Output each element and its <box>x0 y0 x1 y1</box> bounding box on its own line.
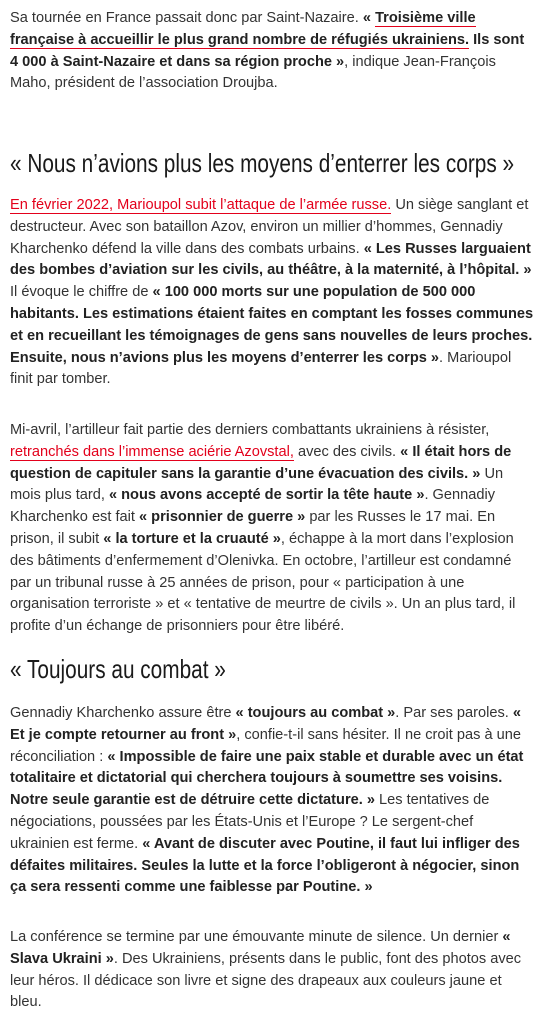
text: Gennadiy Kharchenko assure être <box>10 705 236 721</box>
quote: « la torture et la cruauté » <box>103 530 281 547</box>
quote: « toujours au combat » <box>235 705 396 721</box>
text: Les tentatives de négociations, poussées par les États-Unis et l’Europe ? Le sergent-chef ukrainien est ferme. <box>10 792 490 852</box>
link-azovstal[interactable]: retranchés dans l’immense aciérie Azovstal, <box>10 443 294 460</box>
paragraph-toujours-au-combat <box>10 703 535 899</box>
quote: « nous avons accepté de sortir la tête haute » <box>108 487 425 504</box>
text: Il évoque le chiffre de <box>10 284 153 301</box>
text: La conférence se termine par une émouvante minute de silence. Un dernier <box>10 929 503 945</box>
link-label: Troisième ville française à accueillir le plus grand nombre de réfugiés ukrainiens. <box>10 10 476 48</box>
quote: « Il était hors de question de capituler sans la garantie d’une évacuation des civils. » <box>10 443 512 482</box>
paragraph-saint-nazaire <box>10 8 535 95</box>
text: Un mois plus tard, <box>10 465 504 504</box>
section-heading-enterrer: « Nous n’avions plus les moyens d’enterrer les corps » <box>10 148 515 178</box>
text: Mi-avril, l’artilleur fait partie des derniers combattants ukrainiens à résister, <box>10 422 490 438</box>
text: . Marioupol finit par tomber. <box>10 349 512 388</box>
text: Sa tournée en France passait donc par Saint-Nazaire. <box>10 10 363 26</box>
quote: « prisonnier de guerre » <box>139 509 306 526</box>
text: Un siège sanglant et destructeur. Avec son bataillon Azov, environ un millier d’hommes, Gennadiy Kharchenko défend la ville dans des combats urbains. <box>10 197 529 257</box>
paragraph-azovstal <box>10 420 535 638</box>
quote: « <box>362 10 376 26</box>
text: . Par ses paroles. <box>395 705 513 721</box>
text: . Gennadiy Kharchenko est fait <box>10 487 496 526</box>
text: avec des civils. <box>293 443 401 460</box>
quote: Ils sont 4 000 à Saint-Nazaire et dans sa région proche » <box>10 31 525 70</box>
quote: « Avant de discuter avec Poutine, il faut lui infliger des défaites militaires. Seules la lutte et la force l’obligeront à négocier, sinon ça sera ressenti comme une faiblesse par Poutine. » <box>10 835 520 896</box>
paragraph-conference <box>10 927 535 1014</box>
quote: « Les Russes larguaient des bombes d’aviation sur les civils, au théâtre, à la maternité, à l’hôpital. » <box>10 240 532 279</box>
text: par les Russes le 17 mai. En prison, il subit <box>10 509 496 547</box>
section-heading-combat: « Toujours au combat » <box>10 654 226 684</box>
link-marioupol-attaque[interactable]: En février 2022, Marioupol subit l’attaque de l’armée russe. <box>10 197 392 213</box>
text: , confie-t-il sans hésiter. Il ne croit pas à une réconciliation : <box>10 726 521 765</box>
text: , indique Jean-François Maho, président de l’association Droujba. <box>10 53 496 92</box>
quote: « Slava Ukraini » <box>10 929 511 967</box>
quote: « Impossible de faire une paix stable et durable avec un état totalitaire et dictatorial qui cherchera toujours à soumettre ses voisins. Notre seule garantie est de détruire cette dictature. » <box>10 748 524 809</box>
text: . Des Ukrainiens, présents dans le public, font des photos avec leur héros. Il dédicace son livre et signe des drapeaux aux couleurs jaune et bleu. <box>10 950 522 1011</box>
quote: « 100 000 morts sur une population de 500 000 habitants. Les estimations étaient faites en comptant les fosses communes et en recueillant les témoignages de gens sans nouvelles de leurs proches. Ensuite, nous n’avions plus les moyens d’enterrer les corps » <box>10 284 534 366</box>
text: , échappe à la mort dans l’explosion des bâtiments d’enfermement d’Olenivka. En octobre, l’artilleur est condamné par un tribunal russe à 25 années de prison, pour « participation à une organisation terroriste » et « tentative de meurtre de civils ». Un an plus tard, il profite d’un échange de prisonniers pour être libéré. <box>10 530 516 635</box>
quote: « Et je compte retourner au front » <box>10 705 522 743</box>
paragraph-marioupol <box>10 195 535 391</box>
